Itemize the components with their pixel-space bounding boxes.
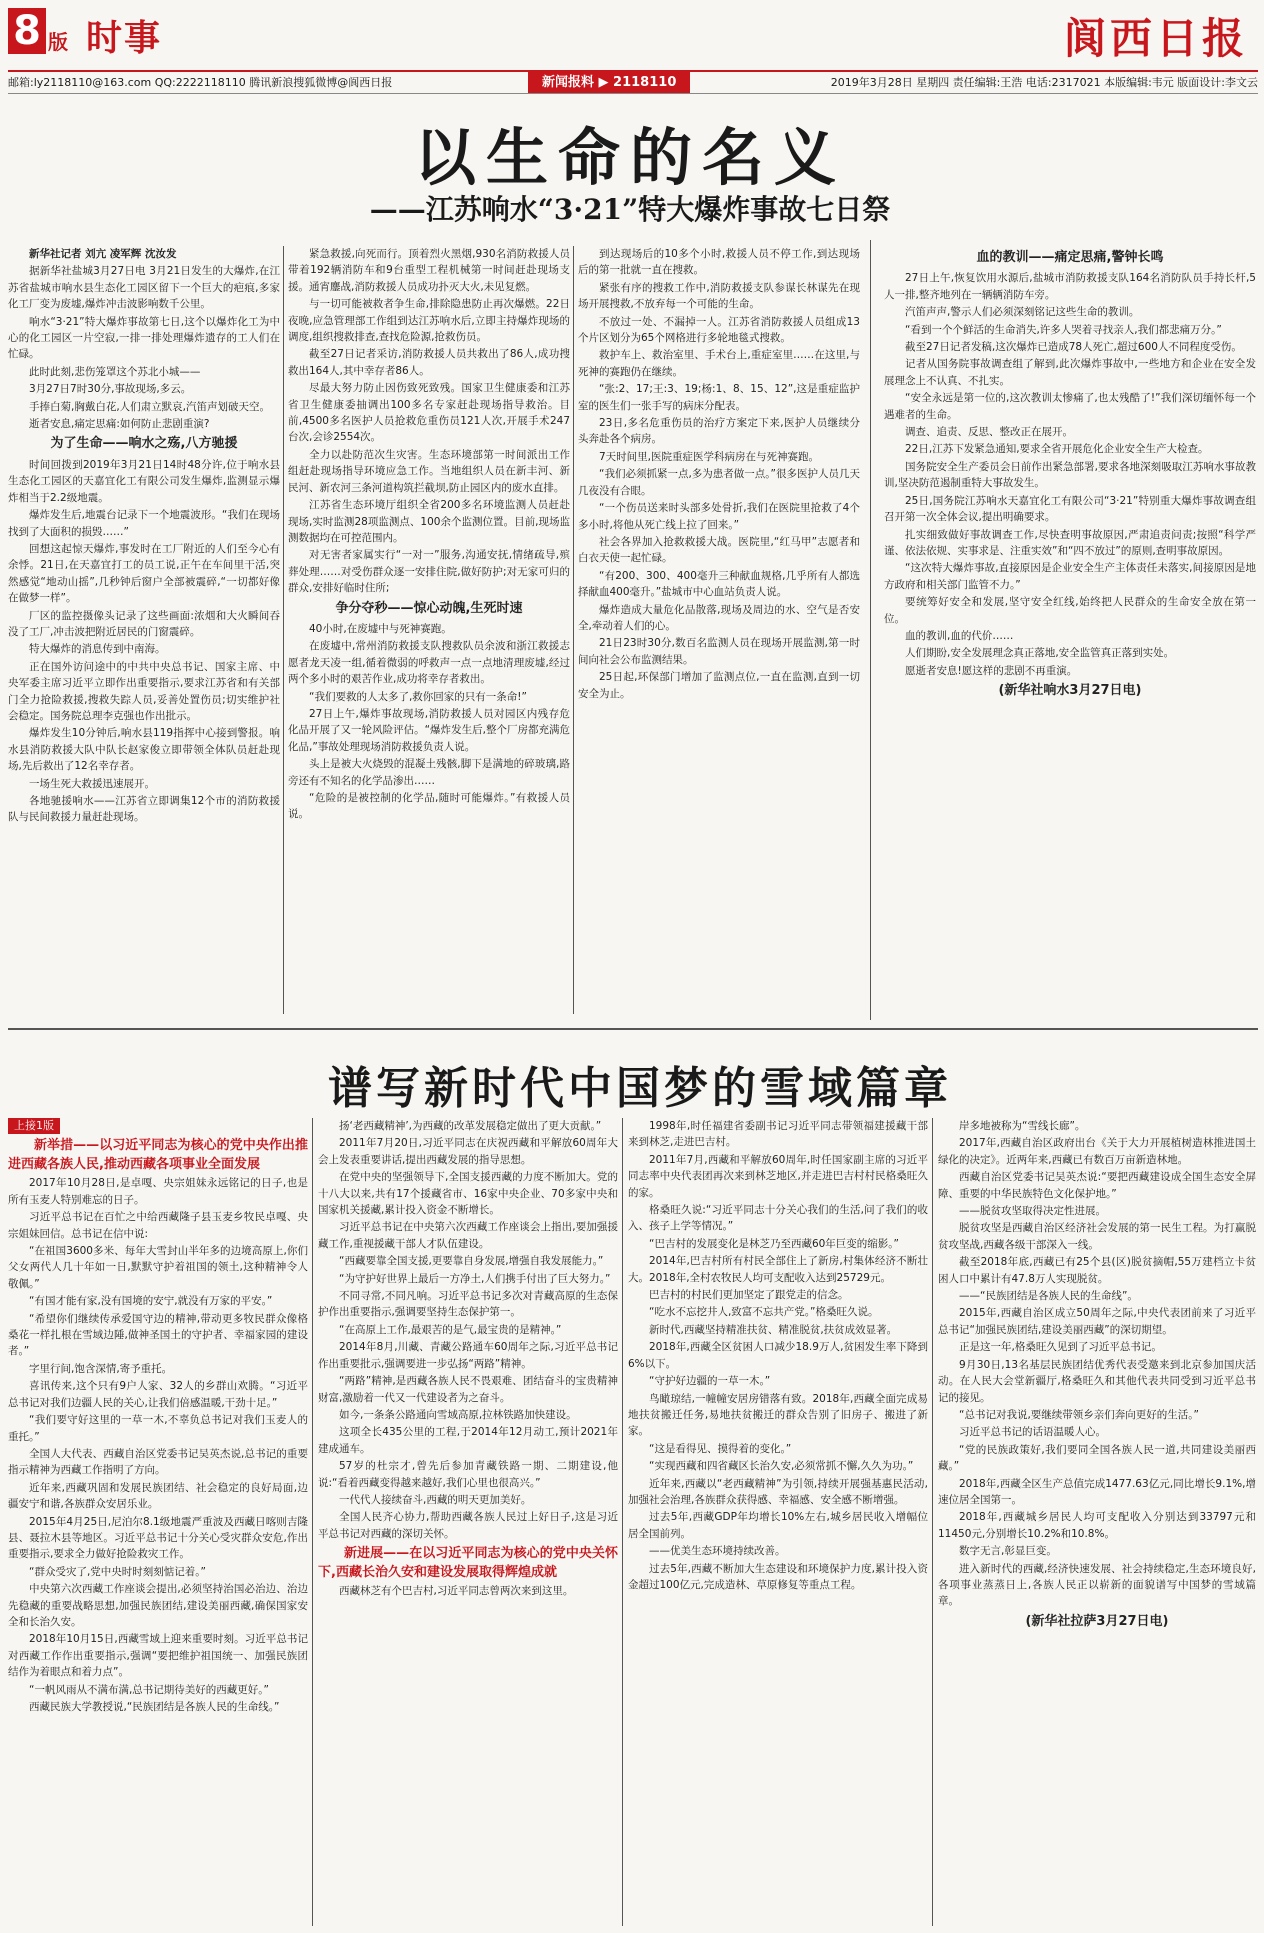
paragraph: “张:2、17;王:3、19;杨:1、8、15、12”,这是重症监护室的医生们一张手写的病床分配表。 xyxy=(578,383,860,412)
column-divider xyxy=(312,1118,313,1926)
story1-byline: 新华社记者 刘亢 凌军辉 沈汝发 xyxy=(29,248,177,260)
paragraph: 进入新时代的西藏,经济快速发展、社会持续稳定,生态环境良好,各项事业蒸蒸日上,各族人民正以崭新的面貌谱写中国梦的雪域篇章。 xyxy=(938,1562,1256,1608)
story1-subheading-1: 为了生命——响水之殇,八方驰援 xyxy=(50,436,238,452)
paragraph: 23日,多名危重伤员的治疗方案定下来,医护人员继续分头奔赴各个病房。 xyxy=(578,417,860,446)
paragraph: 1998年,时任福建省委副书记习近平同志带领福建援藏干部来到林芝,走进巴吉村。 xyxy=(628,1120,928,1149)
paragraph: 22日,江苏下发紧急通知,要求全省开展危化企业安全生产大检查。 xyxy=(905,443,1209,456)
paragraph: 汽笛声声,警示人们必须深刻铭记这些生命的教训。 xyxy=(905,306,1140,319)
paragraph: 脱贫攻坚是西藏自治区经济社会发展的第一民生工程。为打赢脱贫攻坚战,西藏各级干部深入一线。 xyxy=(938,1222,1256,1251)
paragraph: 新时代,西藏坚持精准扶贫、精准脱贫,扶贫成效显著。 xyxy=(649,1323,898,1336)
paragraph: “一个伤员送来时头部多处骨折,我们在医院里抢救了4个多小时,将他从死亡线上拉了回来。” xyxy=(578,502,860,531)
paragraph: 正在国外访问途中的中共中央总书记、国家主席、中央军委主席习近平立即作出重要指示,要求江苏省和有关部门全力抢险救援,搜救失踪人员,妥善处置伤员;切实维护社会稳定。国务院总理李克强也作出批示。 xyxy=(8,660,280,722)
paragraph: 27日上午,恢复饮用水源后,盐城市消防救援支队164名消防队员手持长杆,5人一排,整齐地列在一辆辆消防车旁。 xyxy=(884,272,1256,301)
continued-badge: 上接1版 xyxy=(8,1118,60,1134)
paragraph: 血的教训,血的代价…… xyxy=(905,629,1014,642)
news-hotline: 新闻报料 ▶ 2118110 xyxy=(528,72,690,94)
paragraph: 岸多地被称为“雪线长廊”。 xyxy=(959,1120,1086,1132)
paragraph: 2018年,西藏全区贫困人口减少18.9万人,贫困发生率下降到6%以下。 xyxy=(628,1341,928,1370)
paragraph: “这次特大爆炸事故,直接原因是企业安全生产主体责任未落实,间接原因是地方政府和相关部门监管不力。” xyxy=(884,562,1256,591)
paragraph: 喜讯传来,这个只有9户人家、32人的乡群山欢腾。“习近平总书记对我们边疆人民的关心,让我们倍感温暖,干劲十足。” xyxy=(8,1380,308,1409)
paragraph: 全国人大代表、西藏自治区党委书记吴英杰说,总书记的重要指示精神为西藏工作指明了方向。 xyxy=(8,1447,308,1477)
issue-info: 2019年3月28日 星期四 责任编辑:王浩 电话:2317021 本版编辑:韦元 版面设计:李文云 xyxy=(830,76,1258,89)
paragraph: 不同寻常,不同凡响。习近平总书记多次对青藏高原的生态保护作出重要指示,强调要坚持生态保护第一。 xyxy=(318,1290,618,1319)
paragraph: 2014年,巴吉村所有村民全部住上了新房,村集体经济不断壮大。2018年,全村农牧民人均可支配收入达到25729元。 xyxy=(628,1255,928,1284)
paragraph: 2017年,西藏自治区政府出台《关于大力开展植树造林推进国土绿化的决定》。近两年来,西藏已有数百万亩新造林地。 xyxy=(938,1137,1256,1166)
paragraph: 40小时,在废墟中与死神赛跑。 xyxy=(309,622,452,635)
paragraph: 7天时间里,医院重症医学科病房在与死神赛跑。 xyxy=(599,450,820,463)
paragraph: 与一切可能被救者争生命,排除隐患防止再次爆燃。22日夜晚,应急管理部工作组到达江苏响水后,立即主持爆炸现场的调度,组织搜救排查,查找危险源,抢救伤员。 xyxy=(288,298,570,344)
paragraph: 时间回拨到2019年3月21日14时48分许,位于响水县生态化工园区的天嘉宜化工有限公司发生爆炸,监测显示爆炸相当于2.2级地震。 xyxy=(8,458,280,504)
story1-subheading-2: 争分夺秒——惊心动魄,生死时速 xyxy=(335,600,523,616)
paragraph: ——脱贫攻坚取得决定性进展。 xyxy=(959,1205,1106,1218)
paragraph: 近年来,西藏以“老西藏精神”为引领,持续开展强基惠民活动,加强社会治理,各族群众获得感、幸福感、安全感不断增强。 xyxy=(628,1477,928,1506)
paragraph: “危险的是被控制的化学品,随时可能爆炸。”有救援人员说。 xyxy=(288,792,570,821)
paragraph: 习近平总书记的话语温暖人心。 xyxy=(959,1426,1106,1439)
paragraph: 27日上午,爆炸事故现场,消防救援人员对园区内残存危化品开展了又一轮风险评估。“爆炸发生后,整个厂房都充满危化品,”事故处理现场消防救援负责人说。 xyxy=(288,707,570,753)
paragraph: 爆炸发生10分钟后,响水县119指挥中心接到警报。响水县消防救援大队中队长赵家俊立即带领全体队员赶赴现场,先后救出了12名幸存者。 xyxy=(8,727,280,773)
paragraph: “党的民族政策好,我们要同全国各族人民一道,共同建设美丽西藏。” xyxy=(938,1443,1256,1473)
paragraph: 截至2018年底,西藏已有25个县(区)脱贫摘帽,55万建档立卡贫困人口中累计有47.8万人实现脱贫。 xyxy=(938,1256,1256,1285)
paragraph: 此时此刻,悲伤笼罩这个苏北小城—— xyxy=(29,365,201,378)
column-divider xyxy=(870,240,871,1020)
paragraph: 2018年,西藏城乡居民人均可支配收入分别达到33797元和11450元,分别增长10.2%和10.8%。 xyxy=(938,1511,1256,1540)
paragraph: 3月27日7时30分,事故现场,多云。 xyxy=(29,383,192,396)
paragraph: 逝者安息,痛定思痛:如何防止悲剧重演? xyxy=(29,418,210,431)
story2-lead-heading: 新举措——以习近平同志为核心的党中央作出推进西藏各族人民,推动西藏各项事业全面发展 xyxy=(8,1138,308,1173)
story2-column-4 xyxy=(938,1118,1256,1926)
paragraph: 头上是被大火烧毁的混凝土残骸,脚下是满地的碎玻璃,路旁还有不知名的化学品渗出…… xyxy=(288,758,570,787)
paragraph: 一场生死大救援迅速展开。 xyxy=(29,777,155,790)
paragraph: “有200、300、400毫升三种献血规格,几乎所有人都选择献血400毫升。”盐城市中心血站负责人说。 xyxy=(578,569,860,599)
paragraph: “两路”精神,是西藏各族人民不畏艰难、团结奋斗的宝贵精神财富,激励着一代又一代建设者为之奋斗。 xyxy=(318,1375,618,1404)
paragraph: 厂区的监控摄像头记录了这些画面:浓烟和大火瞬间吞没了工厂,冲击波把附近居民的门窗震碎。 xyxy=(8,609,280,638)
story2-subheading: 新进展——在以习近平同志为核心的党中央关怀下,西藏长治久安和建设发展取得辉煌成就 xyxy=(318,1546,618,1581)
story1-column-4 xyxy=(884,246,1256,1014)
paragraph: “吃水不忘挖井人,致富不忘共产党。”格桑旺久说。 xyxy=(649,1306,879,1319)
paragraph: 不放过一处、不漏掉一人。江苏省消防救援人员组成13个片区划分为65个网格进行多轮地毯式搜救。 xyxy=(578,315,860,345)
paragraph: 57岁的杜宗才,曾先后参加青藏铁路一期、二期建设,他说:“看着西藏变得越来越好,我们心里也很高兴。” xyxy=(318,1460,618,1489)
paragraph: 人们期盼,安全发展理念真正落地,安全监管真正落到实处。 xyxy=(905,647,1175,660)
paragraph: 正是这一年,格桑旺久见到了习近平总书记。 xyxy=(959,1341,1162,1354)
story2-headline: 谱写新时代中国梦的雪域篇章 xyxy=(328,1063,952,1114)
paragraph: “一帆风雨从不满布满,总书记期待美好的西藏更好。” xyxy=(29,1683,269,1696)
paragraph: “守护好边疆的一草一木。” xyxy=(649,1375,771,1388)
paragraph: 一代代人接续奋斗,西藏的明天更加美好。 xyxy=(339,1493,532,1506)
paragraph: “这是看得见、摸得着的变化。” xyxy=(649,1442,792,1455)
paragraph: 过去5年,西藏GDP年均增长10%左右,城乡居民收入增幅位居全国前列。 xyxy=(628,1511,928,1540)
section-title: 时事 xyxy=(86,18,163,59)
paragraph: “安全永远是第一位的,这次教训太惨痛了,也太残酷了!”我们深切缅怀每一个遇难者的生命。 xyxy=(884,392,1256,421)
paragraph: 2018年10月15日,西藏雪域上迎来重要时刻。习近平总书记对西藏工作作出重要指示,强调“要把维护祖国统一、加强民族团结作为着眼点和着力点”。 xyxy=(8,1633,308,1679)
column-divider xyxy=(932,1118,933,1926)
paragraph: 愿逝者安息!愿这样的悲剧不再重演。 xyxy=(905,664,1078,677)
paragraph: 近年来,西藏巩固和发展民族团结、社会稳定的良好局面,边疆安宁和谐,各族群众安居乐业。 xyxy=(8,1481,308,1511)
paragraph: 截至27日记者采访,消防救援人员共救出了86人,成功搜救出164人,其中幸存者86人。 xyxy=(288,348,570,377)
edition-label: 版 xyxy=(48,30,68,54)
paragraph: “实现西藏和四省藏区长治久安,必须常抓不懈,久久为功。” xyxy=(649,1460,914,1473)
paragraph: 字里行间,饱含深情,寄予重托。 xyxy=(29,1362,173,1375)
paragraph: 格桑旺久说:“习近平同志十分关心我们的生活,问了我们的收入、孩子上学等情况。” xyxy=(628,1204,928,1233)
paragraph: 据新华社盐城3月27日电 3月21日发生的大爆炸,在江苏省盐城市响水县生态化工园区留下一个巨大的疤痕,多家化工厂变为废墟,爆炸冲击波影响数千公里。 xyxy=(8,265,280,311)
paragraph: “为守护好世界上最后一方净土,人们携手付出了巨大努力。” xyxy=(339,1272,611,1285)
paragraph: 25日起,环保部门增加了监测点位,一直在监测,直到一切安全为止。 xyxy=(578,671,860,700)
story1-column4-heading: 血的教训——痛定思痛,警钟长鸣 xyxy=(976,250,1164,265)
column-divider xyxy=(573,246,574,1014)
paragraph: “希望你们继续传承爱国守边的精神,带动更多牧民群众像格桑花一样扎根在雪域边陲,做神圣国土的守护者、幸福家园的建设者。” xyxy=(8,1312,308,1358)
paragraph: 到达现场后的10多个小时,救援人员不停工作,到达现场后的第一批就一直在搜救。 xyxy=(578,248,860,277)
paragraph: 紧急救援,向死而行。顶着烈火黑烟,930名消防救援人员带着192辆消防车和9台重型工程机械第一时间赶赴现场支援。通宵鏖战,消防救援人员成功扑灭大火,未见复燃。 xyxy=(288,248,570,293)
paragraph: 巴吉村的村民们更加坚定了跟党走的信念。 xyxy=(649,1289,849,1302)
info-bar xyxy=(8,70,1258,94)
paragraph: 2011年7月20日,习近平同志在庆祝西藏和平解放60周年大会上发表重要讲话,提出西藏发展的指导思想。 xyxy=(318,1137,618,1166)
paragraph: ——优美生态环境持续改善。 xyxy=(649,1545,786,1558)
paragraph: 西藏自治区党委书记吴英杰说:“要把西藏建设成全国生态安全屏障、重要的中华民族特色文化保护地。” xyxy=(938,1171,1256,1200)
paragraph: 爆炸造成大量危化品散落,现场及周边的水、空气是否安全,牵动着人们的心。 xyxy=(578,603,860,632)
paragraph: 全国人民齐心协力,帮助西藏各族人民过上好日子,这是习近平总书记对西藏的深切关怀。 xyxy=(318,1511,618,1540)
story1-dateline: (新华社响水3月27日电) xyxy=(998,683,1142,699)
paragraph: 对无害者家属实行“一对一”服务,沟通安抚,情绪疏导,殡葬处理……对受伤群众逐一安排住院,做好防护;对无家可归的群众,安排好临时住所; xyxy=(288,549,570,595)
paragraph: 调查、追责、反思、整改正在展开。 xyxy=(905,426,1073,439)
paragraph: 中央第六次西藏工作座谈会提出,必须坚持治国必治边、治边先稳藏的重要战略思想,加强民族团结,建设美丽西藏,确保国家安全和长治久安。 xyxy=(8,1583,308,1628)
paragraph: 响水“3·21”特大爆炸事故第七日,这个以爆炸化工为中心的化工园区一片空寂,一排一排处理爆炸遗存的工人们在忙碌。 xyxy=(8,315,280,361)
paragraph: 习近平总书记在百忙之中给西藏隆子县玉麦乡牧民卓嘎、央宗姐妹回信。总书记在信中说: xyxy=(8,1211,308,1240)
paragraph: “在祖国3600多米、每年大雪封山半年多的边境高原上,你们父女两代人几十年如一日,默默守护着祖国的领土,这种精神令人敬佩。” xyxy=(8,1245,308,1290)
paragraph: 回想这起惊天爆炸,事发时在工厂附近的人们至今心有余悸。21日,在天嘉宜打工的员工说,正午在车间里干活,突然感觉“地动山摇”,几秒钟后窗户全部被震碎,“一切都好像在做梦一样”。 xyxy=(8,542,280,605)
paragraph: 在党中央的坚强领导下,全国支援西藏的力度不断加大。党的十八大以来,共有17个援藏省市、16家中央企业、70多家中央和国家机关援藏,累计投入资金不断增长。 xyxy=(318,1171,618,1217)
paragraph: 救护车上、救治室里、手术台上,重症室里……在这里,与死神的赛跑仍在继续。 xyxy=(578,349,860,378)
column-divider xyxy=(622,1118,623,1926)
paragraph: 国务院安全生产委员会日前作出紧急部署,要求各地深刻吸取江苏响水事故教训,坚决防范遏制重特大事故发生。 xyxy=(884,460,1256,490)
paragraph: 全力以赴防范次生灾害。生态环境部第一时间派出工作组赶赴现场指导环境应急工作。当地组织人员在新丰河、新民河、新农河三条河道构筑拦截坝,防止园区内的废水直排。 xyxy=(288,448,570,494)
paragraph: “有国才能有家,没有国境的安宁,就没有万家的平安。” xyxy=(29,1295,273,1308)
paragraph: 2018年,西藏全区生产总值完成1477.63亿元,同比增长9.1%,增速位居全国第一。 xyxy=(938,1477,1256,1506)
paragraph: 要统筹好安全和发展,坚守安全红线,始终把人民群众的生命安全放在第一位。 xyxy=(884,596,1256,625)
story2-column-3 xyxy=(628,1118,928,1926)
paragraph: 2015年,西藏自治区成立50周年之际,中央代表团前来了习近平总书记“加强民族团结,建设美丽西藏”的深切期望。 xyxy=(938,1307,1256,1336)
paragraph: 特大爆炸的消息传到中南海。 xyxy=(29,643,166,656)
newspaper-logo: 阆西日报 xyxy=(1063,14,1248,63)
column-divider xyxy=(283,246,284,1014)
paragraph: 9月30日,13名基层民族团结优秀代表受邀来到北京参加国庆活动。在人民大会堂新疆厅,格桑旺久和其他代表共同受到习近平总书记的接见。 xyxy=(938,1358,1256,1404)
masthead xyxy=(8,6,1258,63)
paragraph: ——“民族团结是各族人民的生命线”。 xyxy=(959,1290,1138,1303)
paragraph: 社会各界加入抢救救援大战。医院里,“红马甲”志愿者和白衣天使一起忙碌。 xyxy=(578,535,860,565)
paragraph: 21日23时30分,数百名监测人员在现场开展监测,第一时间向社会公布监测结果。 xyxy=(578,637,860,666)
paragraph: 爆炸发生后,地震台记录下一个地震波形。“我们在现场找到了大面积的损毁……” xyxy=(8,509,280,538)
paragraph: 尽最大努力防止因伤致死致残。国家卫生健康委和江苏省卫生健康委抽调出100多名专家赶赴现场指导救治。目前,4500多名医护人员抢救危重伤员121人次,开展手术247台次,会诊2554次。 xyxy=(288,382,570,444)
story1-column-3 xyxy=(578,246,860,1014)
paragraph: 手捧白菊,胸戴白花,人们肃立默哀,汽笛声划破天空。 xyxy=(29,400,271,413)
paragraph: 西藏林芝有个巴吉村,习近平同志曾两次来到这里。 xyxy=(339,1585,574,1598)
paragraph: 2014年8月,川藏、青藏公路通车60周年之际,习近平总书记作出重要批示,强调要进一步弘扬“两路”精神。 xyxy=(318,1341,618,1370)
contact-info: 邮箱:ly2118110@163.com QQ:2222118110 腾讯新浪搜狐微博@阆西日报 xyxy=(8,76,393,89)
paragraph: 西藏民族大学教授说,“民族团结是各族人民的生命线。” xyxy=(29,1701,280,1713)
paragraph: 各地驰援响水——江苏省立即调集12个市的消防救援队与民间救援力量赶赴现场。 xyxy=(8,795,280,824)
paragraph: “看到一个个鲜活的生命消失,许多人哭着寻找亲人,我们都悲痛万分。” xyxy=(905,323,1222,336)
page-number: 8 xyxy=(8,8,46,54)
paragraph: “我们必须抓紧一点,多为患者做一点。”很多医护人员几天几夜没有合眼。 xyxy=(578,468,860,497)
paragraph: 数字无言,彰显巨变。 xyxy=(959,1545,1057,1558)
story2-column-2 xyxy=(318,1118,618,1926)
story1-headline: 以生命的名义 xyxy=(413,121,846,194)
paragraph: 2015年4月25日,尼泊尔8.1级地震严重波及西藏日喀则吉隆县、聂拉木县等地区。习近平总书记十分关心受灾群众安危,作出重要指示,要求全力做好抢险救灾工作。 xyxy=(8,1515,308,1561)
paragraph: 这项全长435公里的工程,于2014年12月动工,预计2021年建成通车。 xyxy=(318,1426,618,1455)
paragraph: 过去5年,西藏不断加大生态建设和环境保护力度,累计投入资金超过100亿元,完成造林、草原修复等重点工程。 xyxy=(628,1562,928,1591)
paragraph: 2011年7月,西藏和平解放60周年,时任国家副主席的习近平同志率中央代表团再次来到林芝地区,并走进巴吉村村民格桑旺久的家。 xyxy=(628,1153,928,1199)
paragraph: 如今,一条条公路通向雪域高原,拉林铁路加快建设。 xyxy=(339,1408,577,1421)
paragraph: 扬‘老西藏精神’,为西藏的改革发展稳定做出了更大贡献。” xyxy=(339,1120,602,1132)
paragraph: 习近平总书记在中央第六次西藏工作座谈会上指出,要加强援藏工作,重视援藏干部人才队伍建设。 xyxy=(318,1221,618,1250)
story1-column-1 xyxy=(8,246,280,1014)
story2-dateline: (新华社拉萨3月27日电) xyxy=(1025,1613,1169,1629)
paragraph: 紧张有序的搜救工作中,消防救援支队参谋长林谋先在现场开展搜救,不放弃每一个可能的生命。 xyxy=(578,281,860,311)
paragraph: 记者从国务院事故调查组了解到,此次爆炸事故中,一些地方和企业在安全发展理念上不认真、不扎实。 xyxy=(884,358,1256,387)
paragraph: “总书记对我说,要继续带领乡亲们奔向更好的生活。” xyxy=(959,1408,1199,1421)
paragraph: 江苏省生态环境厅组织全省200多名环境监测人员赶赴现场,实时监测28项监测点、100余个监测位置。目前,现场监测数据均在可控范围内。 xyxy=(288,499,570,544)
paragraph: “我们要救的人太多了,救你回家的只有一条命!” xyxy=(309,690,527,703)
section-divider xyxy=(8,1028,1258,1030)
paragraph: 25日,国务院江苏响水天嘉宜化工有限公司“3·21”特别重大爆炸事故调查组召开第一次全体会议,提出明确要求。 xyxy=(884,494,1256,524)
paragraph: 截至27日记者发稿,这次爆炸已造成78人死亡,超过600人不同程度受伤。 xyxy=(905,341,1242,354)
paragraph: 在废墟中,常州消防救援支队搜救队员余波和浙江救援志愿者龙天凌一组,循着微弱的呼救声一点一点地清理废墟,经过两个多小时的艰苦作业,成功将幸存者救出。 xyxy=(288,640,570,686)
paragraph: 2017年10月28日,是卓嘎、央宗姐妹永远铭记的日子,也是所有玉麦人特别难忘的日子。 xyxy=(8,1177,308,1206)
paragraph: 扎实细致做好事故调查工作,尽快查明事故原因,严肃追责问责;按照“科学严谨、依法依规、实事求是、注重实效”和“四不放过”的原则,查明事故原因。 xyxy=(884,528,1256,557)
paragraph: “西藏要靠全国支援,更要靠自身发展,增强自我发展能力。” xyxy=(339,1255,604,1268)
paragraph: “巴吉村的发展变化是林芝乃至西藏60年巨变的缩影。” xyxy=(649,1237,899,1250)
paragraph: 鸟瞰琼结,一幢幢安居房错落有致。2018年,西藏全面完成易地扶贫搬迁任务,易地扶贫搬迁的群众告别了旧房子、搬进了新家。 xyxy=(628,1392,928,1438)
paragraph: “我们要守好这里的一草一木,不辜负总书记对我们玉麦人的重托。” xyxy=(8,1414,308,1443)
paragraph: “在高原上工作,最艰苦的是气,最宝贵的是精神。” xyxy=(339,1323,562,1336)
story2-column-1 xyxy=(8,1118,308,1926)
story1-column-2 xyxy=(288,246,570,1014)
story1-subheadline: ——江苏响水“3·21”特大爆炸事故七日祭 xyxy=(369,193,891,226)
paragraph: “群众受灾了,党中央时时刻刻惦记着。” xyxy=(29,1565,206,1578)
